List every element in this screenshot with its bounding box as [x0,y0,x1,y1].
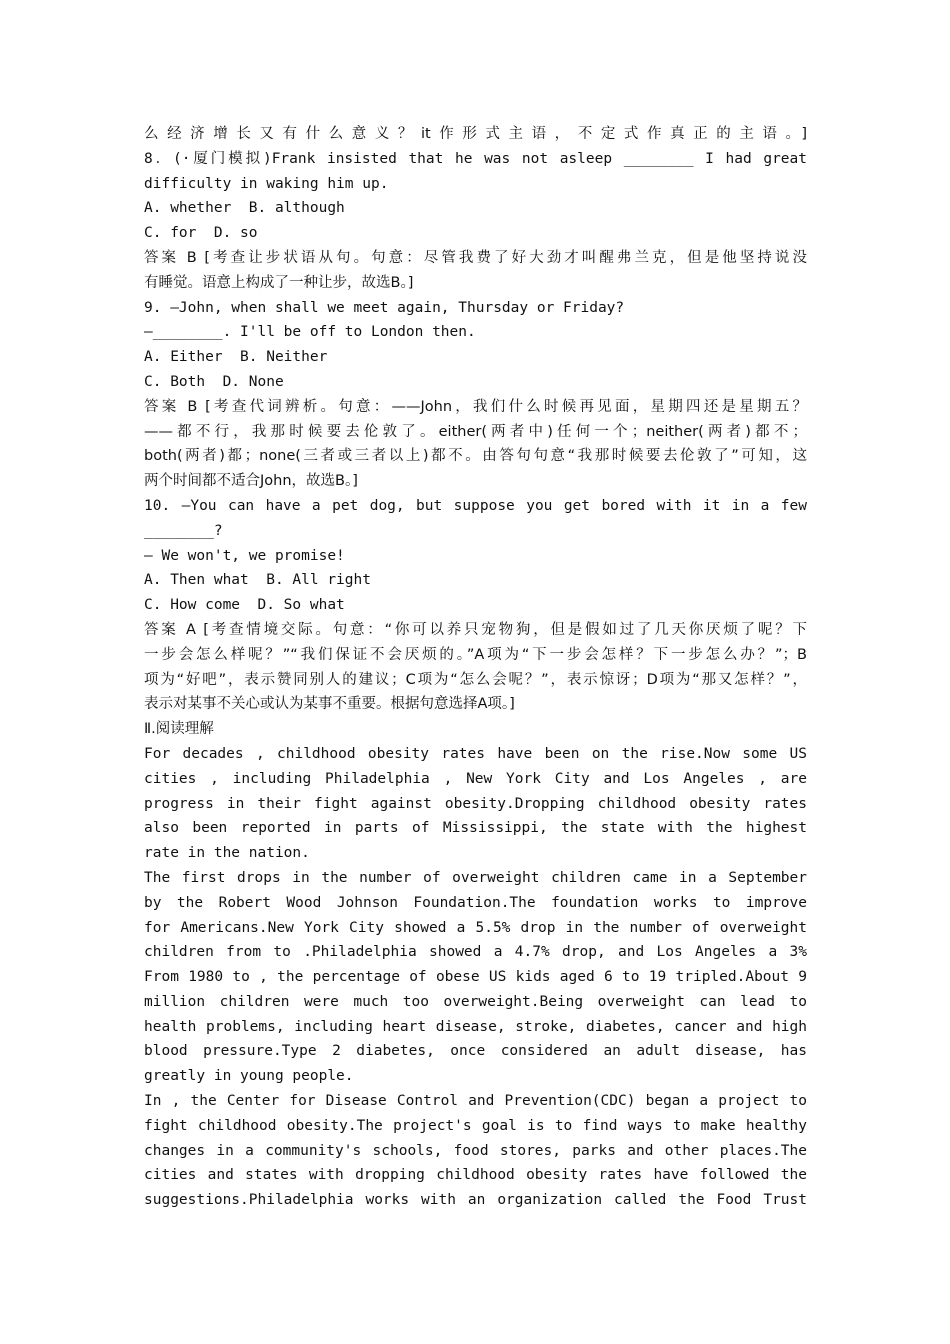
text-line: ________? [144,522,223,539]
passage-line: for Americans.New York City showed a 5.5% drop in the number of overweight [144,919,807,936]
answer-8: 答案 B [考查让步状语从句。句意：尽管我费了好大劲才叫醒弗兰克，但是他坚持说没 [144,249,807,266]
question-10-stem: 10. —You can have a pet dog, but suppose you get bored with it in a few [144,497,807,514]
option-line: A. Then what B. All right [144,572,371,589]
passage-line: by the Robert Wood Johnson Foundation.The foundation works to improve [144,894,807,911]
passage-line: children from to .Philadelphia showed a 4.7% drop, and Los Angeles a 3% [144,944,807,961]
passage-line: changes in a community's schools, food stores, parks and other places.The [144,1142,807,1159]
question-8-stem: 8．(·厦门模拟)Frank insisted that he was not asleep ________ I had great [144,150,807,167]
passage-line: rate in the nation. [144,845,310,862]
passage-line: also been reported in parts of Mississippi, the state with the highest [144,820,807,837]
text-line: 项为“好吧”，表示赞同别人的建议；C项为“怎么会呢？”，表示惊讶；D项为“那又怎样？”， [144,671,807,688]
passage-line: blood pressure.Type 2 diabetes, once considered an adult disease, has [144,1043,807,1060]
passage-line: health problems, including heart disease, stroke, diabetes, cancer and high [144,1018,807,1035]
text-line: —________. I'll be off to London then. [144,324,476,341]
option-line: C. How come D. So what [144,597,345,614]
answer-10: 答案 A [考查情境交际。句意：“你可以养只宠物狗，但是假如过了几天你厌烦了呢？下 [144,621,807,638]
passage-line: For decades , childhood obesity rates have been on the rise.Now some US [144,745,807,762]
question-9-stem: 9. —John, when shall we meet again, Thursday or Friday? [144,299,625,316]
document-page [144,122,807,1213]
text-line: difficulty in waking him up. [144,175,389,192]
text-line: both(两者)都；none(三者或三者以上)都不。由答句句意“我那时候要去伦敦了”可知，这 [144,448,807,465]
text-line: 两个时间都不适合John，故选B。] [144,473,358,490]
text-line: 么经济增长又有什么意义？it作形式主语，不定式作真正的主语。] [144,126,807,142]
text-line: ——都不行，我那时候要去伦敦了。either(两者中)任何一个；neither(两者)都不； [144,423,807,440]
passage-line: greatly in young people. [144,1068,354,1085]
passage-line: cities and states with dropping childhood obesity rates have followed the [144,1167,807,1184]
text-line: — We won't, we promise! [144,547,345,564]
passage-line: In , the Center for Disease Control and Prevention(CDC) began a project to [144,1093,807,1110]
passage-line: cities , including Philadelphia , New York City and Los Angeles , are [144,770,807,787]
option-line: A. Either B. Neither [144,349,328,366]
section-heading: Ⅱ.阅读理解 [144,721,214,738]
text-line: 表示对某事不关心或认为某事不重要。根据句意选择A项。] [144,696,515,713]
passage-line: The first drops in the number of overweight children came in a September [144,869,807,886]
passage-line: suggestions.Philadelphia works with an organization called the Food Trust [144,1192,807,1209]
option-line: C. for D. so [144,225,258,242]
option-line: C. Both D. None [144,373,284,390]
text-line: 一步会怎么样呢？”“我们保证不会厌烦的。”A项为“下一步会怎样？下一步怎么办？”；B [144,646,807,663]
text-line: 有睡觉。语意上构成了一种让步，故选B。] [144,274,414,291]
passage-line: From 1980 to , the percentage of obese US kids aged 6 to 19 tripled.About 9 [144,969,807,986]
passage-line: fight childhood obesity.The project's goal is to find ways to make healthy [144,1117,807,1134]
passage-line: million children were much too overweight.Being overweight can lead to [144,993,807,1010]
option-line: A. whether B. although [144,200,345,217]
answer-9: 答案 B [考查代词辨析。句意：——John，我们什么时候再见面，星期四还是星期五？ [144,398,807,415]
passage-line: progress in their fight against obesity.Dropping childhood obesity rates [144,795,807,812]
